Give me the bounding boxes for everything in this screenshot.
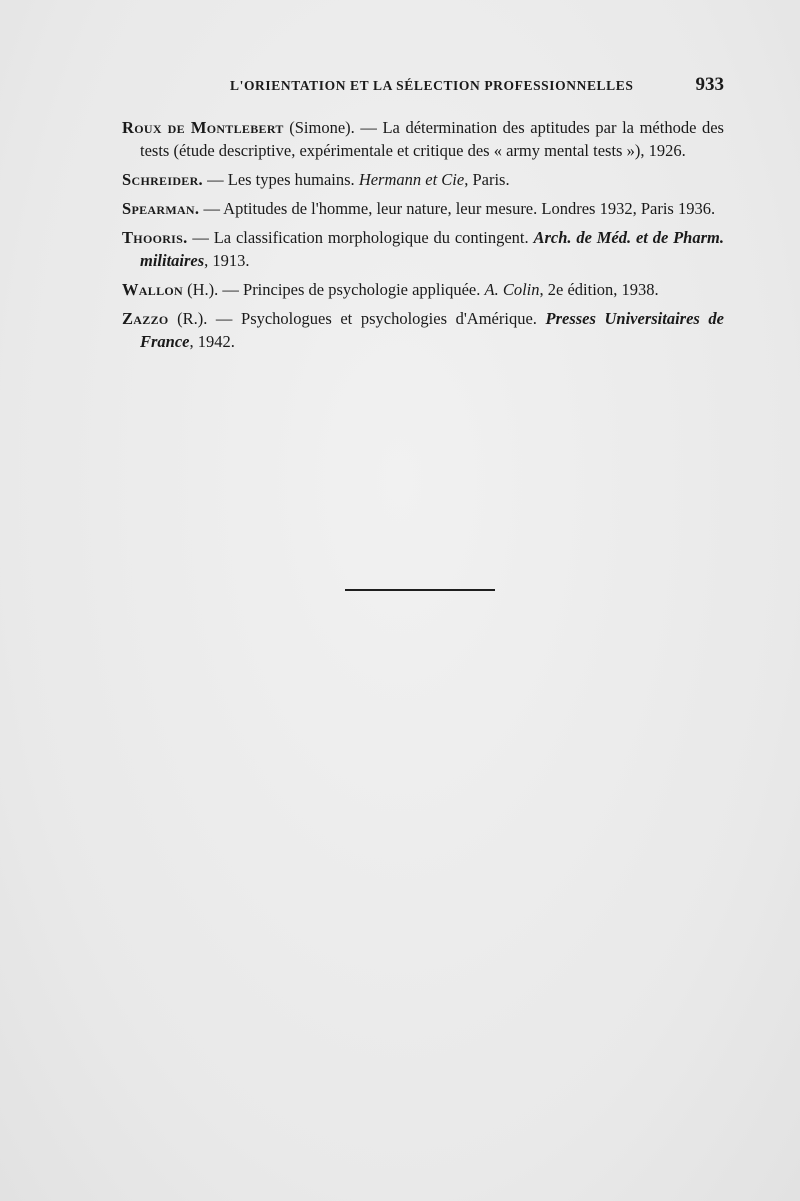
entry-journal: Arch. de Méd. et de Pharm. militaires <box>140 228 724 270</box>
entry-text: (H.). — Principes de psychologie appliquée. <box>182 280 485 299</box>
entry-author: Roux de Montlebert <box>122 118 284 137</box>
entry-author: Zazzo <box>122 309 169 328</box>
entry-text: (R.). — Psychologues et psychologies d'Amérique. <box>168 309 546 328</box>
closing-rule <box>345 589 495 591</box>
entry-publisher: A. Colin <box>484 280 540 299</box>
entry-tail: , 1913. <box>204 251 250 270</box>
entry-author: Thooris. <box>122 228 188 247</box>
bibliography-entry <box>122 168 724 191</box>
entry-publisher: Hermann et Cie <box>358 170 465 189</box>
entry-text: — La classification morphologique du contingent. <box>187 228 534 247</box>
entry-tail: , 2e édition, 1938. <box>539 280 659 299</box>
entry-text: — Aptitudes de l'homme, leur nature, leur mesure. Londres 1932, Paris 1936. <box>199 199 716 218</box>
running-head <box>122 74 724 98</box>
entry-author: Wallon <box>122 280 183 299</box>
entry-publisher: Presses Universitaires de France <box>140 309 724 351</box>
bibliography-entry <box>122 197 724 220</box>
entry-tail: , Paris. <box>464 170 510 189</box>
bibliography-entry <box>122 116 724 162</box>
running-title: L'ORIENTATION ET LA SÉLECTION PROFESSIONNELLES <box>230 78 634 93</box>
bibliography-entry <box>122 278 724 301</box>
entry-text: (Simone). — La détermination des aptitudes par la méthode des tests (étude descriptive, expérimentale et critique des « army mental tests »), 1926. <box>140 118 724 160</box>
entry-author: Schreider. <box>122 170 203 189</box>
entry-text: — Les types humains. <box>202 170 359 189</box>
entry-tail: , 1942. <box>189 332 235 351</box>
page-number: 933 <box>695 74 724 95</box>
bibliography-entry <box>122 226 724 272</box>
entry-author: Spearman. <box>122 199 200 218</box>
bibliography-entry <box>122 307 724 353</box>
bibliography <box>122 116 724 359</box>
